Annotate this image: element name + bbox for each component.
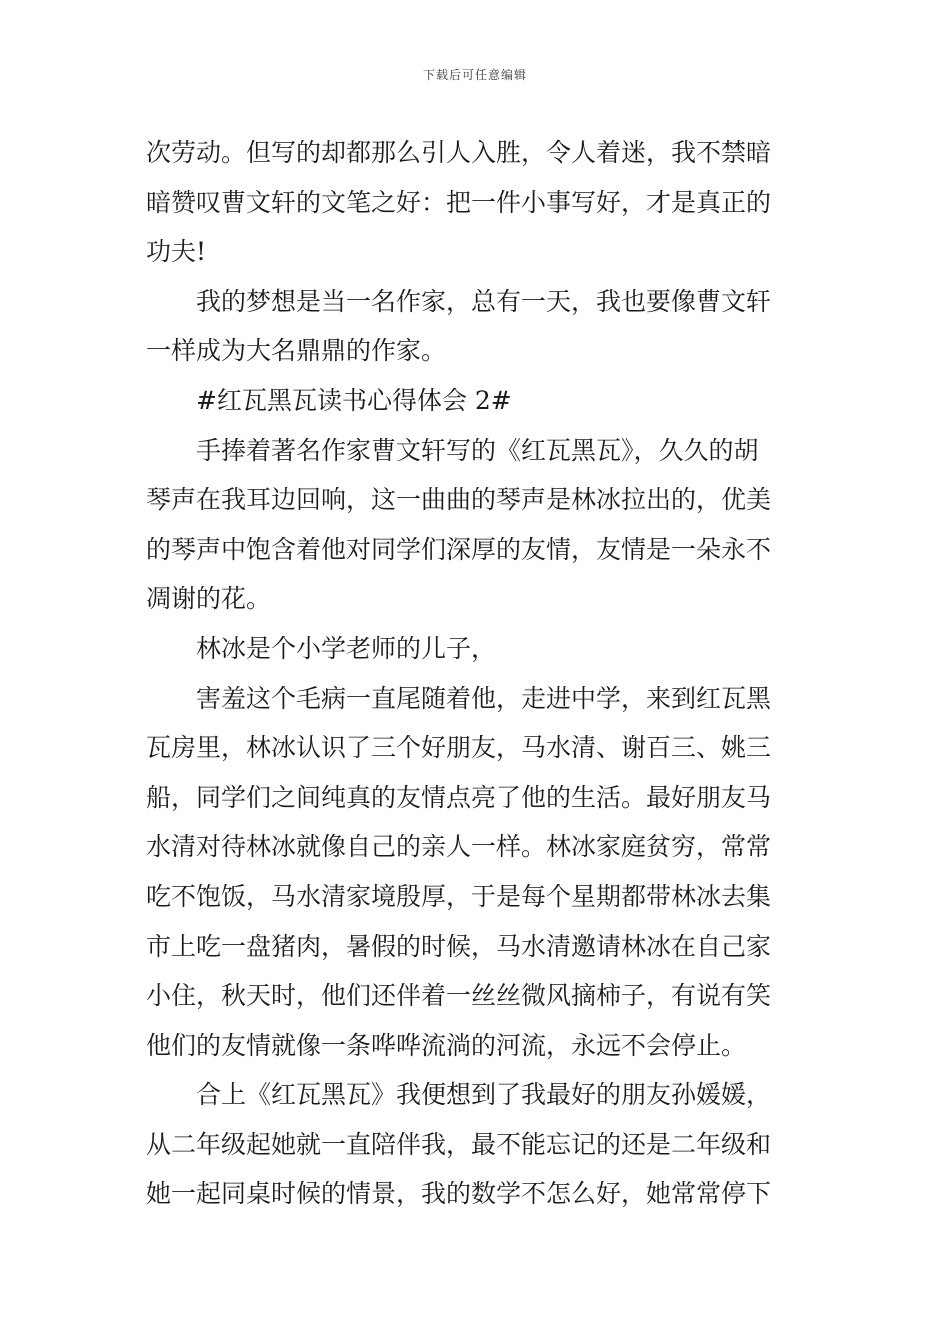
text-line: 小住，秋天时，他们还伴着一丝丝微风摘柿子，有说有笑 xyxy=(146,981,772,1011)
text-line: 水清对待林冰就像自己的亲人一样。林冰家庭贫穷，常常 xyxy=(146,832,772,862)
text-line: 吃不饱饭，马水清家境殷厚，于是每个星期都带林冰去集 xyxy=(146,881,772,911)
text-line: 一样成为大名鼎鼎的作家。 xyxy=(146,336,447,366)
text-line: 凋谢的花。 xyxy=(146,584,272,614)
text-line: 他们的友情就像一条哗哗流淌的河流，永远不会停止。 xyxy=(146,1030,747,1060)
paragraph-start-line: 我的梦想是当一名作家，总有一天，我也要像曹文轩 xyxy=(196,286,772,316)
text-line: 功夫! xyxy=(146,237,207,267)
section-heading: #红瓦黑瓦读书心得体会 2# xyxy=(196,385,512,415)
paragraph-start-line: 手捧着著名作家曹文轩写的《红瓦黑瓦》，久久的胡 xyxy=(196,435,759,465)
text-line: 的琴声中饱含着他对同学们深厚的友情，友情是一朵永不 xyxy=(146,534,772,564)
text-line: 她一起同桌时候的情景，我的数学不怎么好，她常常停下 xyxy=(146,1179,772,1209)
paragraph-start-line: 害羞这个毛病一直尾随着他，走进中学，来到红瓦黑 xyxy=(196,683,772,713)
text-line: 瓦房里，林冰认识了三个好朋友，马水清、谢百三、姚三 xyxy=(146,733,772,763)
text-line: 船，同学们之间纯真的友情点亮了他的生活。最好朋友马 xyxy=(146,782,772,812)
page-header: 下载后可任意编辑 xyxy=(422,68,527,82)
document-body xyxy=(146,128,808,1219)
text-line: 市上吃一盘猪肉，暑假的时候，马水清邀请林冰在自己家 xyxy=(146,931,772,961)
text-line: 暗赞叹曹文轩的文笔之好：把一件小事写好，才是真正的 xyxy=(146,187,772,217)
paragraph-start-line: 合上《红瓦黑瓦》我便想到了我最好的朋友孙媛媛， xyxy=(196,1080,772,1110)
text-line: 琴声在我耳边回响，这一曲曲的琴声是林冰拉出的，优美 xyxy=(146,485,772,515)
paragraph-start-line: 林冰是个小学老师的儿子， xyxy=(196,633,497,663)
text-line: 次劳动。但写的却都那么引人入胜，令人着迷，我不禁暗 xyxy=(146,138,772,167)
text-line: 从二年级起她就一直陪伴我，最不能忘记的还是二年级和 xyxy=(146,1129,772,1159)
